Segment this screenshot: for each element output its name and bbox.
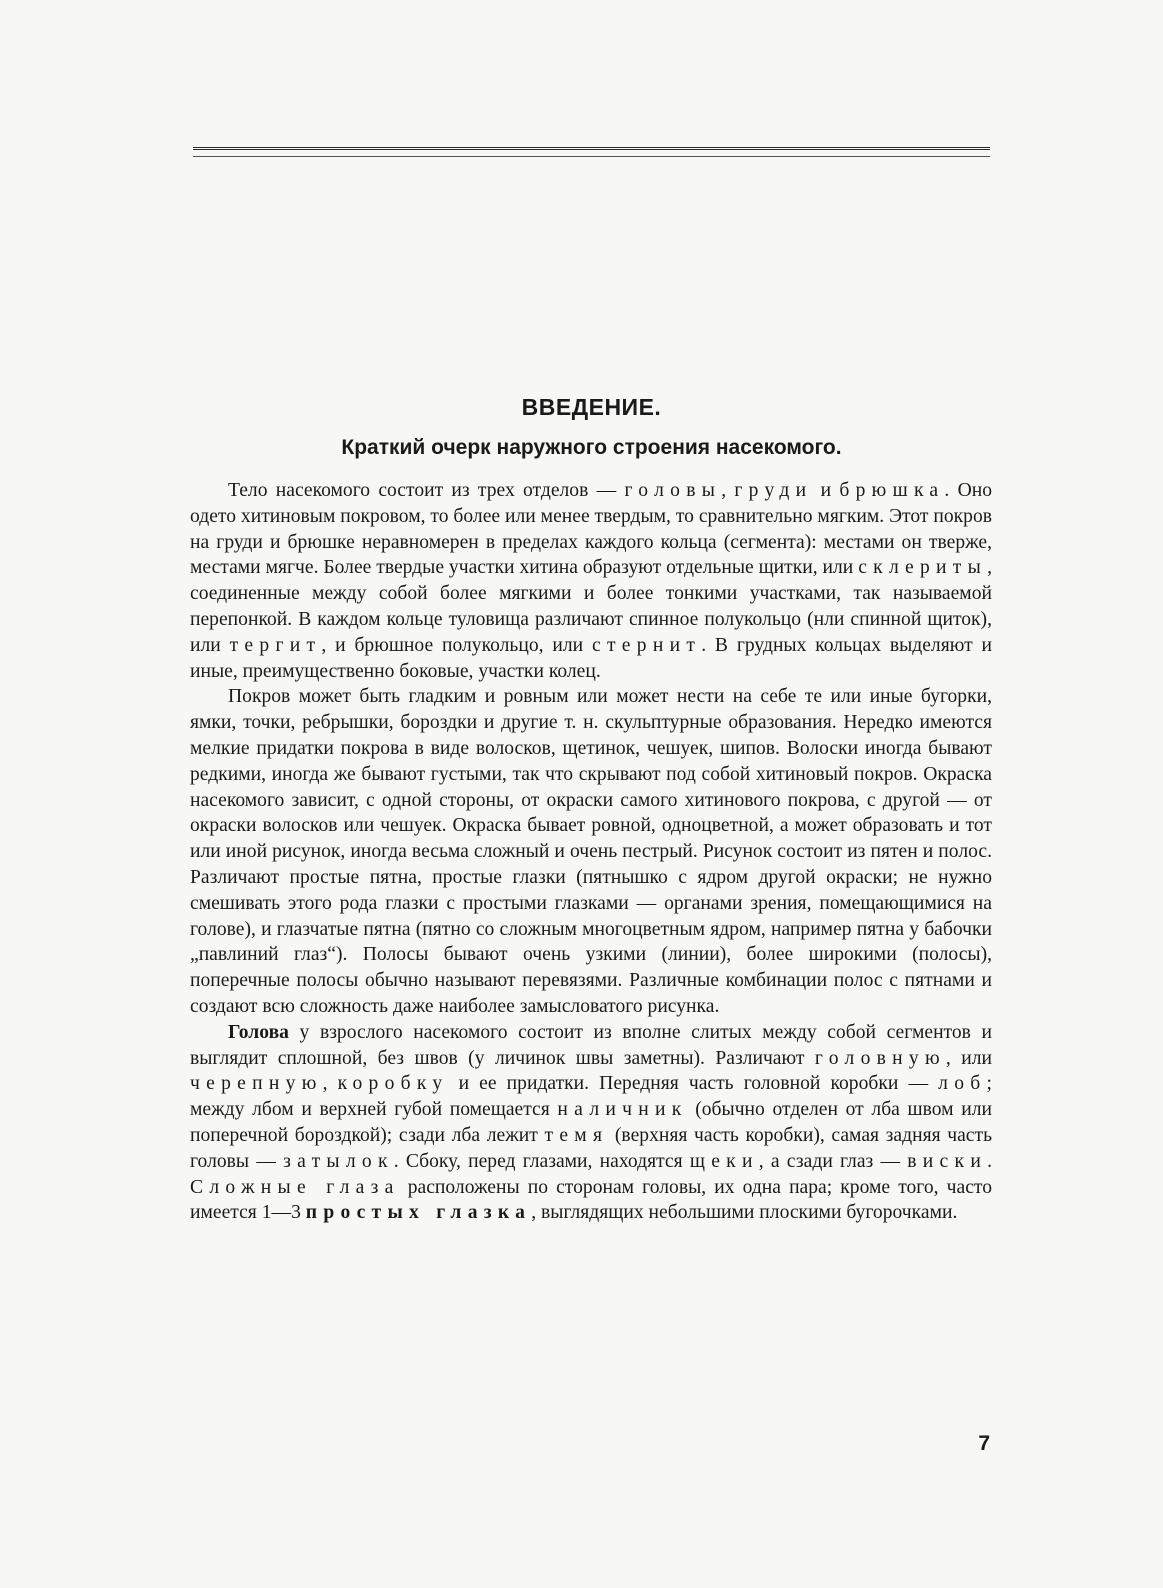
chapter-title: ВВЕДЕНИЕ. <box>521 394 662 420</box>
header-rule <box>193 147 990 150</box>
text-run: , соединенные между собой более мягкими и более тонкими участками, так называемой перепонкой. В каждом кольце туловища различают спинное полукольцо (нли спинной щиток), или <box>190 557 992 656</box>
text-run: , выглядящих небольшими плоскими бугорочками. <box>531 1202 958 1224</box>
emphasis-term: груди <box>734 480 813 501</box>
emphasis-term: темя <box>544 1124 609 1146</box>
emphasis-term: черепную <box>190 1073 323 1095</box>
paragraph-3 <box>190 1020 992 1226</box>
page-number: 7 <box>978 1432 990 1455</box>
emphasis-term: Сложные глаза <box>190 1176 400 1198</box>
emphasis-term: затылок <box>283 1150 394 1172</box>
emphasis-term: лоб <box>938 1073 987 1095</box>
header-rule-thin <box>193 156 990 157</box>
emphasis-term: коробку <box>337 1073 449 1095</box>
text-run: у взрослого насекомого состоит из вполне слитых между собой сегментов и выглядит сплошной, без швов (у личинок швы заметны). Различают <box>190 1021 992 1069</box>
paragraph-1 <box>190 478 992 684</box>
emphasis-term: Голова <box>228 1021 289 1043</box>
emphasis-term: наличник <box>557 1099 688 1121</box>
emphasis-term: брюшка <box>839 480 945 501</box>
emphasis-term: щеки <box>689 1150 759 1172</box>
text-run: расположены по сторонам головы, их одна пара; кроме того, часто имеется 1—3 <box>190 1176 992 1224</box>
emphasis-term: головную <box>814 1047 946 1069</box>
text-run: . Сбоку, перед глазами, находятся <box>393 1150 690 1172</box>
emphasis-term: склериты <box>858 557 988 579</box>
section-title: Краткий очерк наружного строения насекомого. <box>341 436 842 459</box>
text-run: , или <box>945 1047 992 1069</box>
text-run: . Оно одето хитиновым покровом, то более или менее твердым, то сравнительно мягким. Этот покров на груди и брюшке неравномерен в пределах каждого кольца (сегмента): местами он тверже, местами мягче. Более твердые участки хитина образуют отдельные щитки, или <box>190 480 993 579</box>
emphasis-term: тергит <box>229 634 322 656</box>
body-text <box>190 478 992 1226</box>
text-run: ; между лбом и верхней губой помещается <box>190 1073 992 1121</box>
text-run: Тело насекомого состоит из трех отделов — <box>228 480 625 501</box>
paragraph-2 <box>190 684 992 1019</box>
text-run: Покров может быть гладким и ровным или может нести на себе те или иные бугорки, ямки, точки, ребрышки, бороздки и другие т. н. скульптурные образования. Нередко имеются мелкие придатки покрова в виде волосков, щетинок, чешуек, шипов. Волоски иногда бывают редкими, иногда же бывают густыми, так что скрывают под собой хитиновый покров. Окраска насекомого зависит, с одной стороны, от окраски самого хитинового покрова, с другой — от окраски волосков или чешуек. Окраска бывает ровной, одноцветной, а может образовать и тот или иной рисунок, иногда весьма сложный и очень пестрый. Рисунок состоит из пятен и полос. Различают простые пятна, простые глазки (пятнышко с ядром другой окраски; не нужно смешивать этого рода глазки с простыми глазками — органами зрения, помещающимися на голове), и глазчатые пятна (пятно со сложным многоцветным ядром, например пятна у бабочки „павлиний глаз“). Полосы бывают очень узкими (линии), более широкими (полосы), поперечные полосы обычно называют перевязями. Различные комбинации полос с пятнами и создают всю сложность даже наиболее замысловатого рисунка. <box>190 686 992 1017</box>
text-run: и <box>812 480 840 501</box>
emphasis-term: головы <box>624 480 722 501</box>
text-run: и ее придатки. Передняя часть головной коробки — <box>448 1073 939 1095</box>
emphasis-term: виски <box>907 1150 988 1172</box>
text-run: , и брюшное полукольцо, или <box>321 634 592 656</box>
text-run: . В грудных кольцах выделяют и иные, преимущественно боковые, участки колец. <box>190 634 992 682</box>
text-run: , <box>721 480 735 501</box>
text-run: (верхняя часть коробки), самая задняя часть головы — <box>190 1124 993 1172</box>
text-run: , <box>322 1073 338 1095</box>
text-run: , а сзади глаз — <box>758 1150 908 1172</box>
text-run: (обычно отделен от лба швом или поперечной бороздкой); сзади лба лежит <box>190 1099 992 1146</box>
emphasis-term: простых глазка <box>305 1202 532 1224</box>
text-run: . <box>987 1150 992 1172</box>
emphasis-term: стернит <box>591 634 702 656</box>
